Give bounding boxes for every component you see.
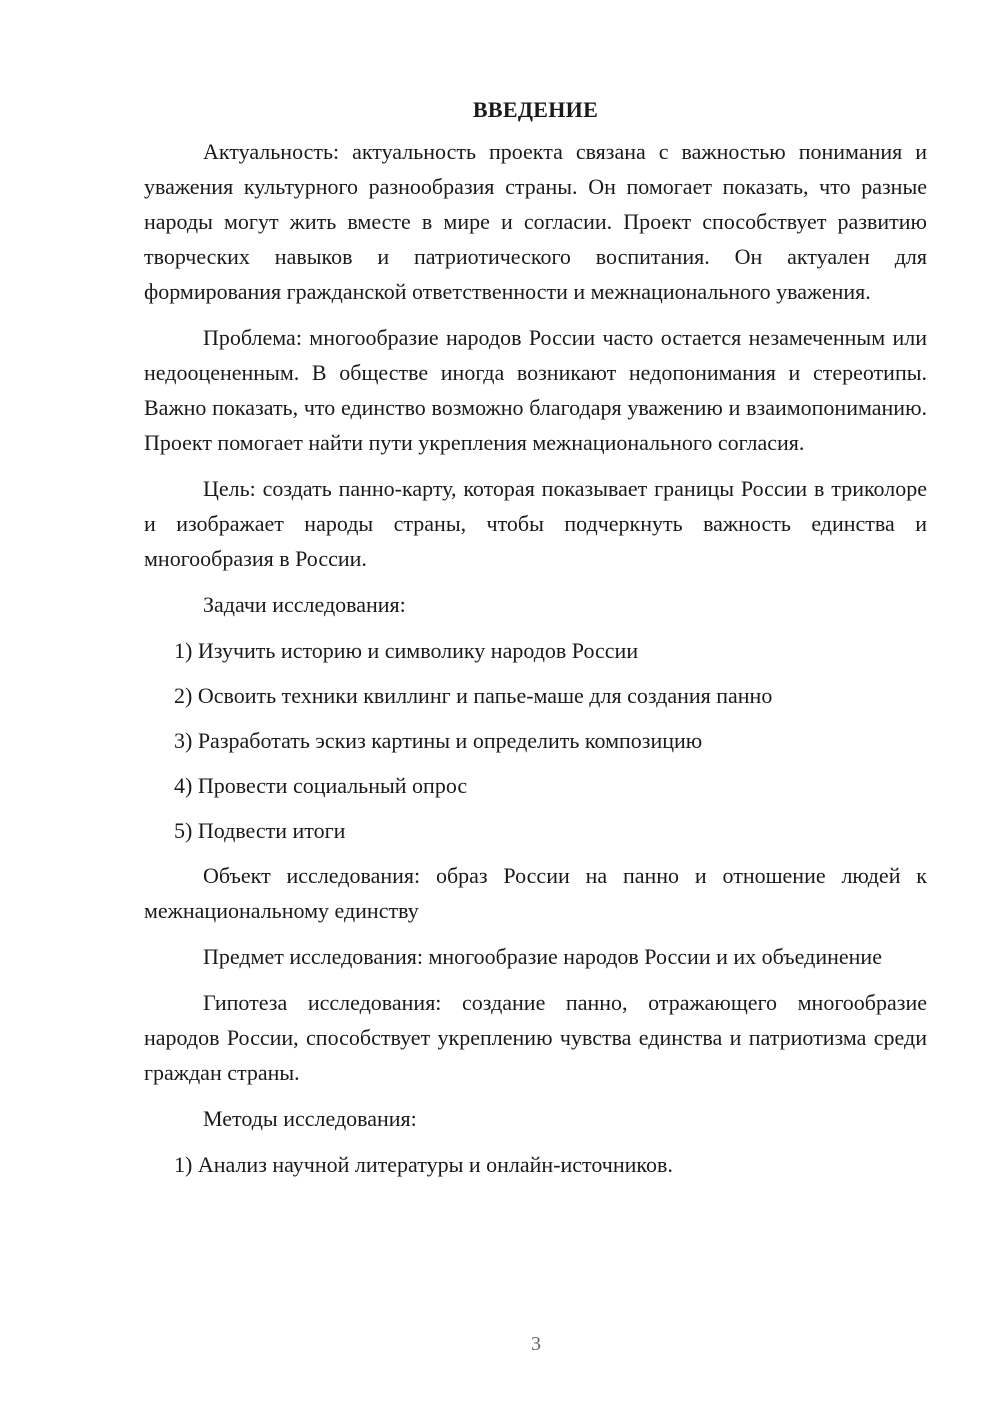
page-number: 3: [531, 1333, 541, 1355]
paragraph-goal: Цель: создать панно-карту, которая показывает границы России в триколоре и изображает народы страны, чтобы подчеркнуть важность единства и многообразия в России.: [144, 476, 927, 571]
list-item: 5) Подвести итоги: [174, 818, 346, 843]
paragraph-relevance: Актуальность: актуальность проекта связана с важностью понимания и уважения культурного разнообразия страны. Он помогает показать, что разные народы могут жить вместе в мире и согласии. Проект способствует развитию творческих навыков и патриотического воспитания. Он актуален для формирования гражданской ответственности и межнационального уважения.: [144, 139, 927, 304]
list-item: 1) Анализ научной литературы и онлайн-источников.: [174, 1152, 673, 1177]
paragraph-hypothesis: Гипотеза исследования: создание панно, отражающего многообразие народов России, способствует укреплению чувства единства и патриотизма среди граждан страны.: [144, 990, 927, 1085]
paragraph-subject: Предмет исследования: многообразие народов России и их объединение: [203, 944, 882, 969]
list-item: 2) Освоить техники квиллинг и папье-маше для создания панно: [174, 683, 773, 708]
document-page: [144, 94, 927, 1192]
page-title: ВВЕДЕНИЕ: [472, 97, 599, 122]
list-item: 1) Изучить историю и символику народов России: [174, 638, 639, 663]
tasks-heading: Задачи исследования:: [203, 592, 406, 617]
paragraph-object: Объект исследования: образ России на панно и отношение людей к межнациональному единству: [144, 863, 927, 923]
list-item: 4) Провести социальный опрос: [174, 773, 468, 798]
list-item: 3) Разработать эскиз картины и определить композицию: [174, 728, 703, 753]
paragraph-problem: Проблема: многообразие народов России часто остается незамеченным или недооцененным. В обществе иногда возникают недопонимания и стереотипы. Важно показать, что единство возможно благодаря уважению и взаимопониманию. Проект помогает найти пути укрепления межнационального согласия.: [144, 325, 927, 455]
methods-list: [144, 1147, 927, 1182]
methods-heading: Методы исследования:: [203, 1106, 417, 1131]
tasks-list: [144, 633, 927, 848]
